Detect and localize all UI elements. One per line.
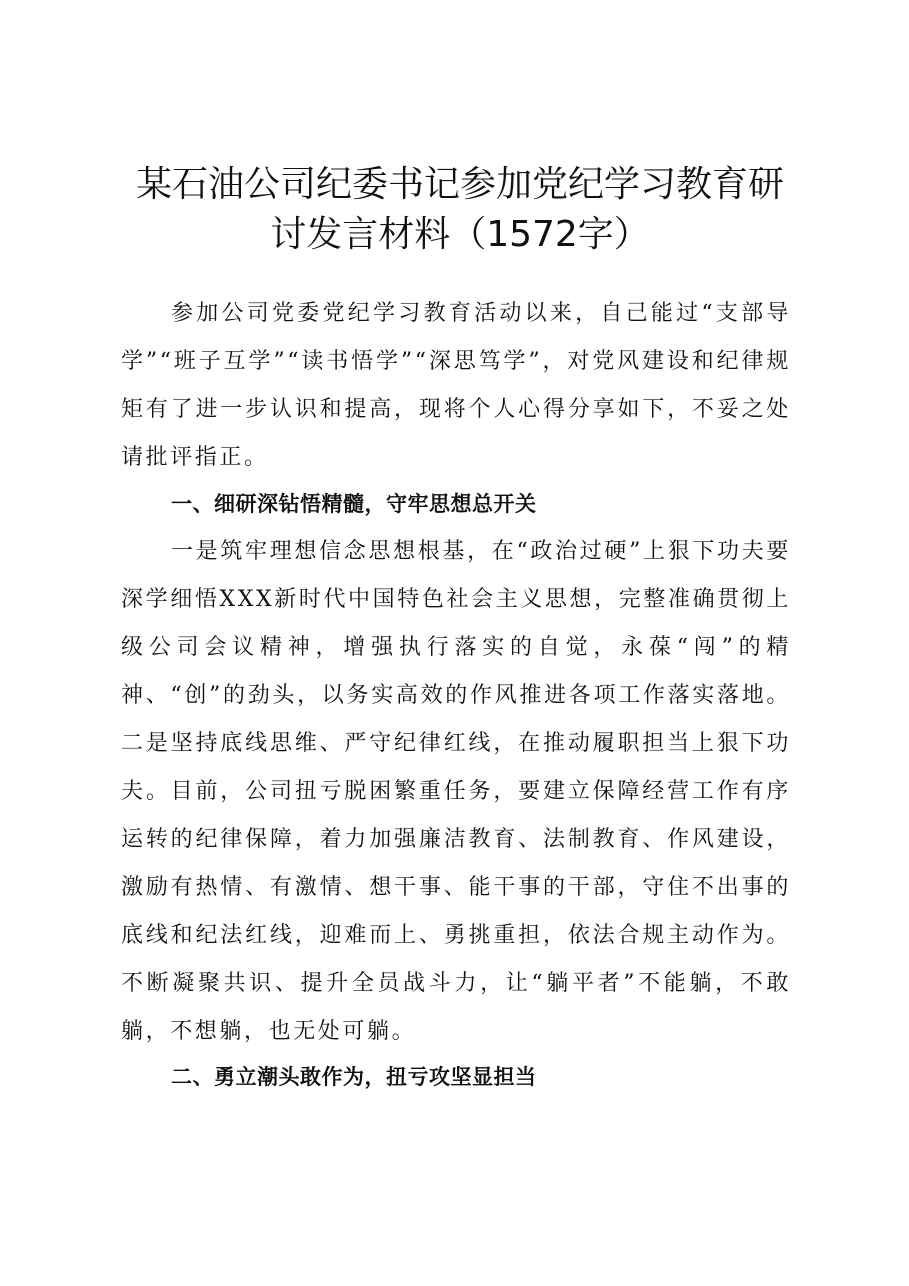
section-heading-1: 一、细研深钻悟精髓，守牢思想总开关: [171, 492, 537, 516]
section-heading-2: 二、勇立潮头敢作为，扭亏攻坚显担当: [171, 1065, 537, 1089]
section-paragraph-1: 一是筑牢理想信念思想根基，在“政治过硬”上狠下功夫要深学细悟XXX新时代中国特色社会主义思想，完整准确贯彻上级公司会议精神，增强执行落实的自觉，永葆“闯”的精神、“创”的劲头，以务实高效的作风推进各项工作落实落地。二是坚持底线思维、严守纪律红线，在推动履职担当上狠下功夫。目前，公司扭亏脱困繁重任务，要建立保障经营工作有序运转的纪律保障，着力加强廉洁教育、法制教育、作风建设，激励有热情、有激情、想干事、能干事的干部，守住不出事的底线和纪法红线，迎难而上、勇挑重担，依法合规主动作为。不断凝聚共识、提升全员战斗力，让“躺平者”不能躺，不敢躺，不想躺，也无处可躺。: [121, 539, 791, 1044]
document-title: 某石油公司纪委书记参加党纪学习教育研讨发言材料（1572字）: [135, 164, 784, 255]
intro-paragraph: 参加公司党委党纪学习教育活动以来，自己能过“支部导学”“班子互学”“读书悟学”“深思笃学”，对党风建设和纪律规矩有了进一步认识和提高，现将个人心得分享如下，不妥之处请批评指正。: [121, 301, 791, 470]
